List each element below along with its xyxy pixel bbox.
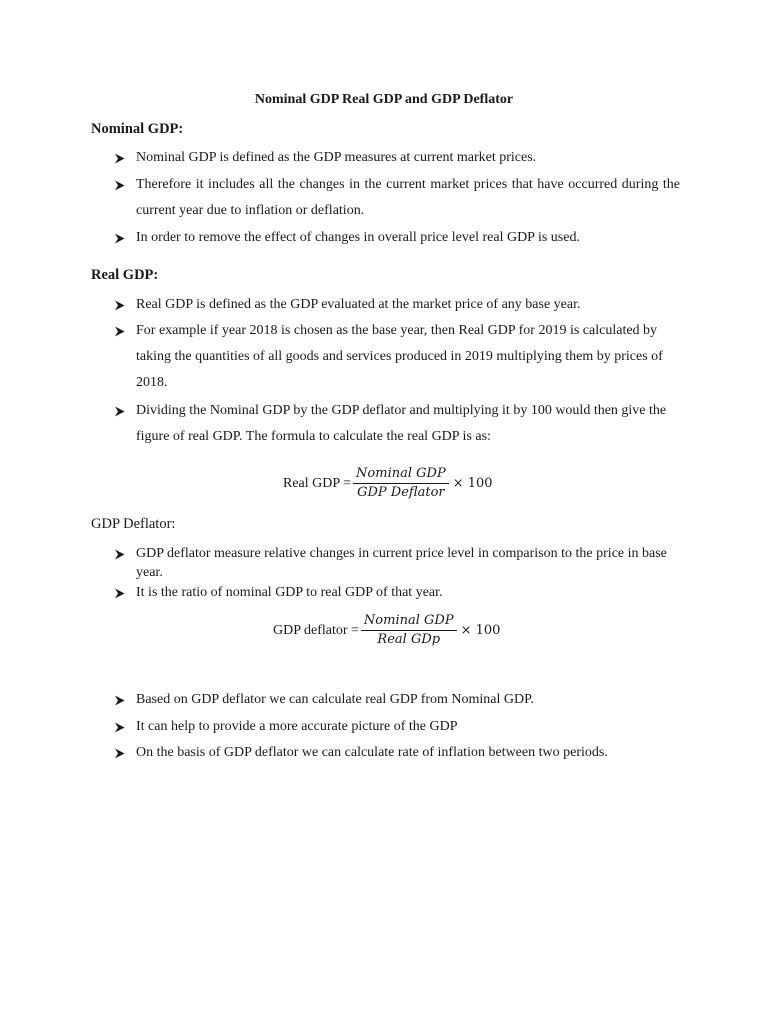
arrowhead-bullet-icon — [114, 687, 128, 713]
real-gdp-formula — [283, 465, 493, 502]
list-item — [114, 714, 680, 740]
list-item-text: Real GDP is defined as the GDP evaluated at the market price of any base year. — [136, 297, 581, 312]
formula-fraction — [361, 612, 457, 649]
section-heading-real-gdp: Real GDP: — [91, 267, 159, 283]
arrowhead-bullet-icon — [114, 740, 128, 766]
list-item-text: On the basis of GDP deflator we can calculate rate of inflation between two periods. — [136, 745, 608, 760]
list-item-text: Nominal GDP is defined as the GDP measures at current market prices. — [136, 150, 537, 165]
formula-denominator: GDP Deflator — [357, 485, 445, 500]
list-item — [114, 292, 680, 318]
formula-multiplier: × 100 — [460, 623, 501, 638]
arrowhead-bullet-icon — [114, 583, 128, 602]
arrowhead-bullet-icon — [114, 292, 128, 318]
list-item — [114, 544, 680, 582]
arrowhead-bullet-icon — [114, 225, 128, 251]
section-heading-nominal-gdp: Nominal GDP: — [91, 121, 184, 137]
list-item-text: GDP deflator measure relative changes in current price level in comparison to the price in base year. — [136, 546, 667, 580]
list-item-text: In order to remove the effect of changes in overall price level real GDP is used. — [136, 230, 580, 245]
arrowhead-bullet-icon — [114, 398, 128, 424]
list-item-text: Dividing the Nominal GDP by the GDP deflator and multiplying it by 100 would then give the figure of real GDP. The formula to calculate the real GDP is as: — [136, 403, 667, 444]
list-item-text: Based on GDP deflator we can calculate real GDP from Nominal GDP. — [136, 692, 534, 707]
formula-lhs: GDP deflator = — [273, 622, 359, 638]
list-item — [114, 145, 680, 171]
document-title: Nominal GDP Real GDP and GDP Deflator — [254, 92, 514, 107]
formula-fraction — [353, 465, 449, 502]
list-item-text: It is the ratio of nominal GDP to real GDP of that year. — [136, 585, 443, 600]
formula-denominator: Real GDp — [377, 632, 441, 647]
formula-numerator: Nominal GDP — [356, 466, 446, 481]
arrowhead-bullet-icon — [114, 318, 128, 344]
list-item — [114, 398, 680, 450]
list-item-text: Therefore it includes all the changes in the current market prices that have occurred during the current year due to inflation or deflation. — [136, 177, 680, 218]
arrowhead-bullet-icon — [114, 145, 128, 171]
list-item — [114, 318, 680, 396]
arrowhead-bullet-icon — [114, 544, 128, 563]
gdp-deflator-formula — [273, 612, 500, 649]
list-item-text: For example if year 2018 is chosen as the base year, then Real GDP for 2019 is calculated by taking the quantities of all goods and services produced in 2019 multiplying them by prices of 2018. — [136, 323, 663, 390]
formula-multiplier: × 100 — [452, 476, 493, 491]
list-item — [114, 172, 680, 224]
arrowhead-bullet-icon — [114, 172, 128, 198]
list-item-text: It can help to provide a more accurate picture of the GDP — [136, 719, 458, 734]
list-item — [114, 687, 680, 713]
list-item — [114, 225, 680, 251]
list-item — [114, 583, 680, 602]
formula-lhs: Real GDP = — [283, 475, 352, 491]
section-heading-gdp-deflator: GDP Deflator: — [91, 516, 176, 532]
list-item — [114, 740, 680, 766]
formula-numerator: Nominal GDP — [363, 613, 454, 628]
arrowhead-bullet-icon — [114, 714, 128, 740]
